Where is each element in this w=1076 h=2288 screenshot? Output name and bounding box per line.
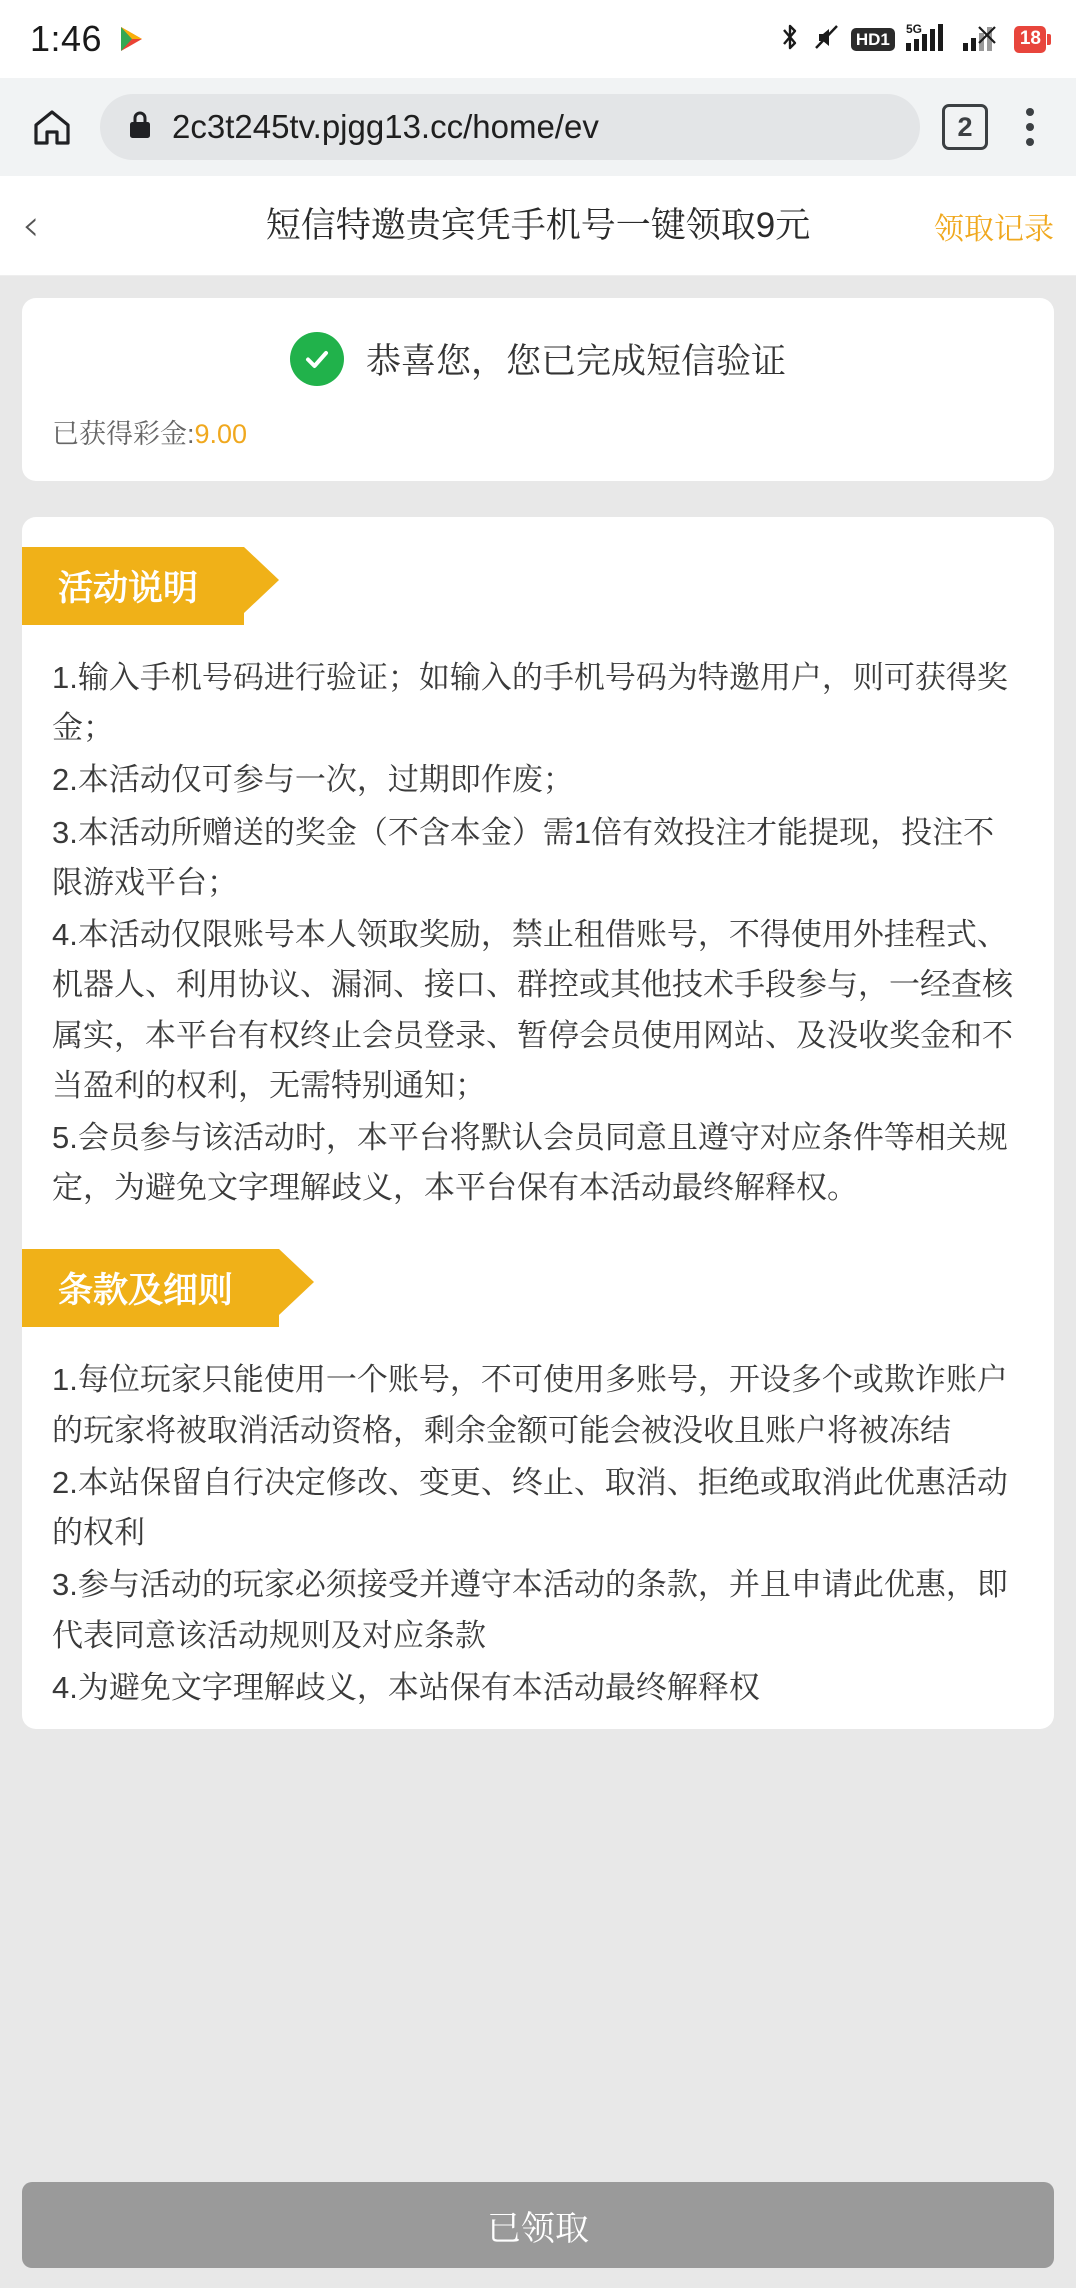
activity-rule-item: 4.本活动仅限账号本人领取奖励，禁止租借账号，不得使用外挂程式、机器人、利用协议、漏洞、接口、群控或其他技术手段参与，一经查核属实，本平台有权终止会员登录、暂停会员使用网站、及没收奖金和不当盈利的权利，无需特别通知；: [52, 917, 1013, 1103]
url-text: 2c3t245tv.pjgg13.cc/home/ev: [172, 108, 599, 145]
activity-rule-item: 3.本活动所赠送的奖金（不含本金）需1倍有效投注才能提现，投注不限游戏平台；: [52, 814, 995, 900]
activity-rule-item: 2.本活动仅可参与一次，过期即作废；: [52, 762, 574, 798]
terms-ribbon-wrap: [22, 1219, 1054, 1333]
terms-rule-item: 3.参与活动的玩家必须接受并遵守本活动的条款，并且申请此优惠，即代表同意该活动规则及对应条款: [52, 1567, 1008, 1653]
overflow-menu-icon[interactable]: [1010, 101, 1050, 153]
terms-rule-item: 1.每位玩家只能使用一个账号，不可使用多账号，开设多个或欺诈账户的玩家将被取消活动资格，剩余金额可能会被没收且账户将被冻结: [52, 1362, 1008, 1448]
gain-label: 已获得彩金:: [52, 419, 195, 449]
hd-voice-icon: HD1: [851, 28, 895, 51]
bottom-action-bar: [0, 2170, 1076, 2288]
tab-switcher-button[interactable]: [942, 104, 988, 150]
rules-panel: [22, 517, 1054, 1729]
activity-ribbon-wrap: [22, 517, 1054, 631]
page-title: 短信特邀贵宾凭手机号一键领取9元: [265, 205, 811, 245]
terms-rule-item: 2.本站保留自行决定修改、变更、终止、取消、拒绝或取消此优惠活动的权利: [52, 1464, 1008, 1551]
battery-level: 18: [1019, 28, 1041, 49]
gain-row: [52, 412, 1024, 451]
vibrate-mute-icon: [812, 22, 840, 57]
address-bar[interactable]: [100, 94, 920, 160]
claim-records-link[interactable]: 领取记录: [934, 212, 1054, 246]
activity-rules: [22, 631, 1054, 1219]
success-row: [52, 332, 1024, 386]
status-bar-right: [779, 21, 1046, 58]
tab-count-label: 2: [957, 111, 973, 142]
play-store-icon: [116, 24, 146, 54]
success-message: 恭喜您，您已完成短信验证: [365, 342, 786, 381]
battery-indicator: [1014, 26, 1046, 53]
success-card: [22, 298, 1054, 481]
terms-rules: [22, 1333, 1054, 1719]
status-bar-left: [30, 18, 146, 60]
5g-signal-icon: [906, 21, 952, 58]
status-clock: 1:46: [30, 18, 103, 59]
home-icon[interactable]: [26, 101, 78, 153]
page-header: [0, 176, 1076, 276]
activity-section-title: 活动说明: [22, 547, 244, 625]
activity-rule-item: 5.会员参与该活动时，本平台将默认会员同意且遵守对应条件等相关规定，为避免文字理解歧义，本平台保有本活动最终解释权。: [52, 1119, 1008, 1206]
claim-button[interactable]: 已领取: [22, 2182, 1054, 2268]
signal-2-icon: [963, 21, 1003, 58]
terms-section-title: 条款及细则: [22, 1249, 279, 1327]
terms-rule-item: 4.为避免文字理解歧义，本站保有本活动最终解释权: [52, 1669, 760, 1705]
status-bar: [0, 0, 1076, 78]
bluetooth-icon: [779, 22, 801, 57]
back-chevron-icon[interactable]: ‹: [22, 199, 40, 251]
activity-rule-item: 1.输入手机号码进行验证；如输入的手机号码为特邀用户，则可获得奖金；: [52, 660, 1008, 746]
gain-amount: 9.00: [194, 419, 248, 449]
lock-icon: [126, 109, 154, 146]
check-circle-icon: [290, 332, 344, 386]
svg-text:5G: 5G: [905, 21, 922, 36]
browser-toolbar: [0, 78, 1076, 176]
page-content: [0, 276, 1076, 2170]
